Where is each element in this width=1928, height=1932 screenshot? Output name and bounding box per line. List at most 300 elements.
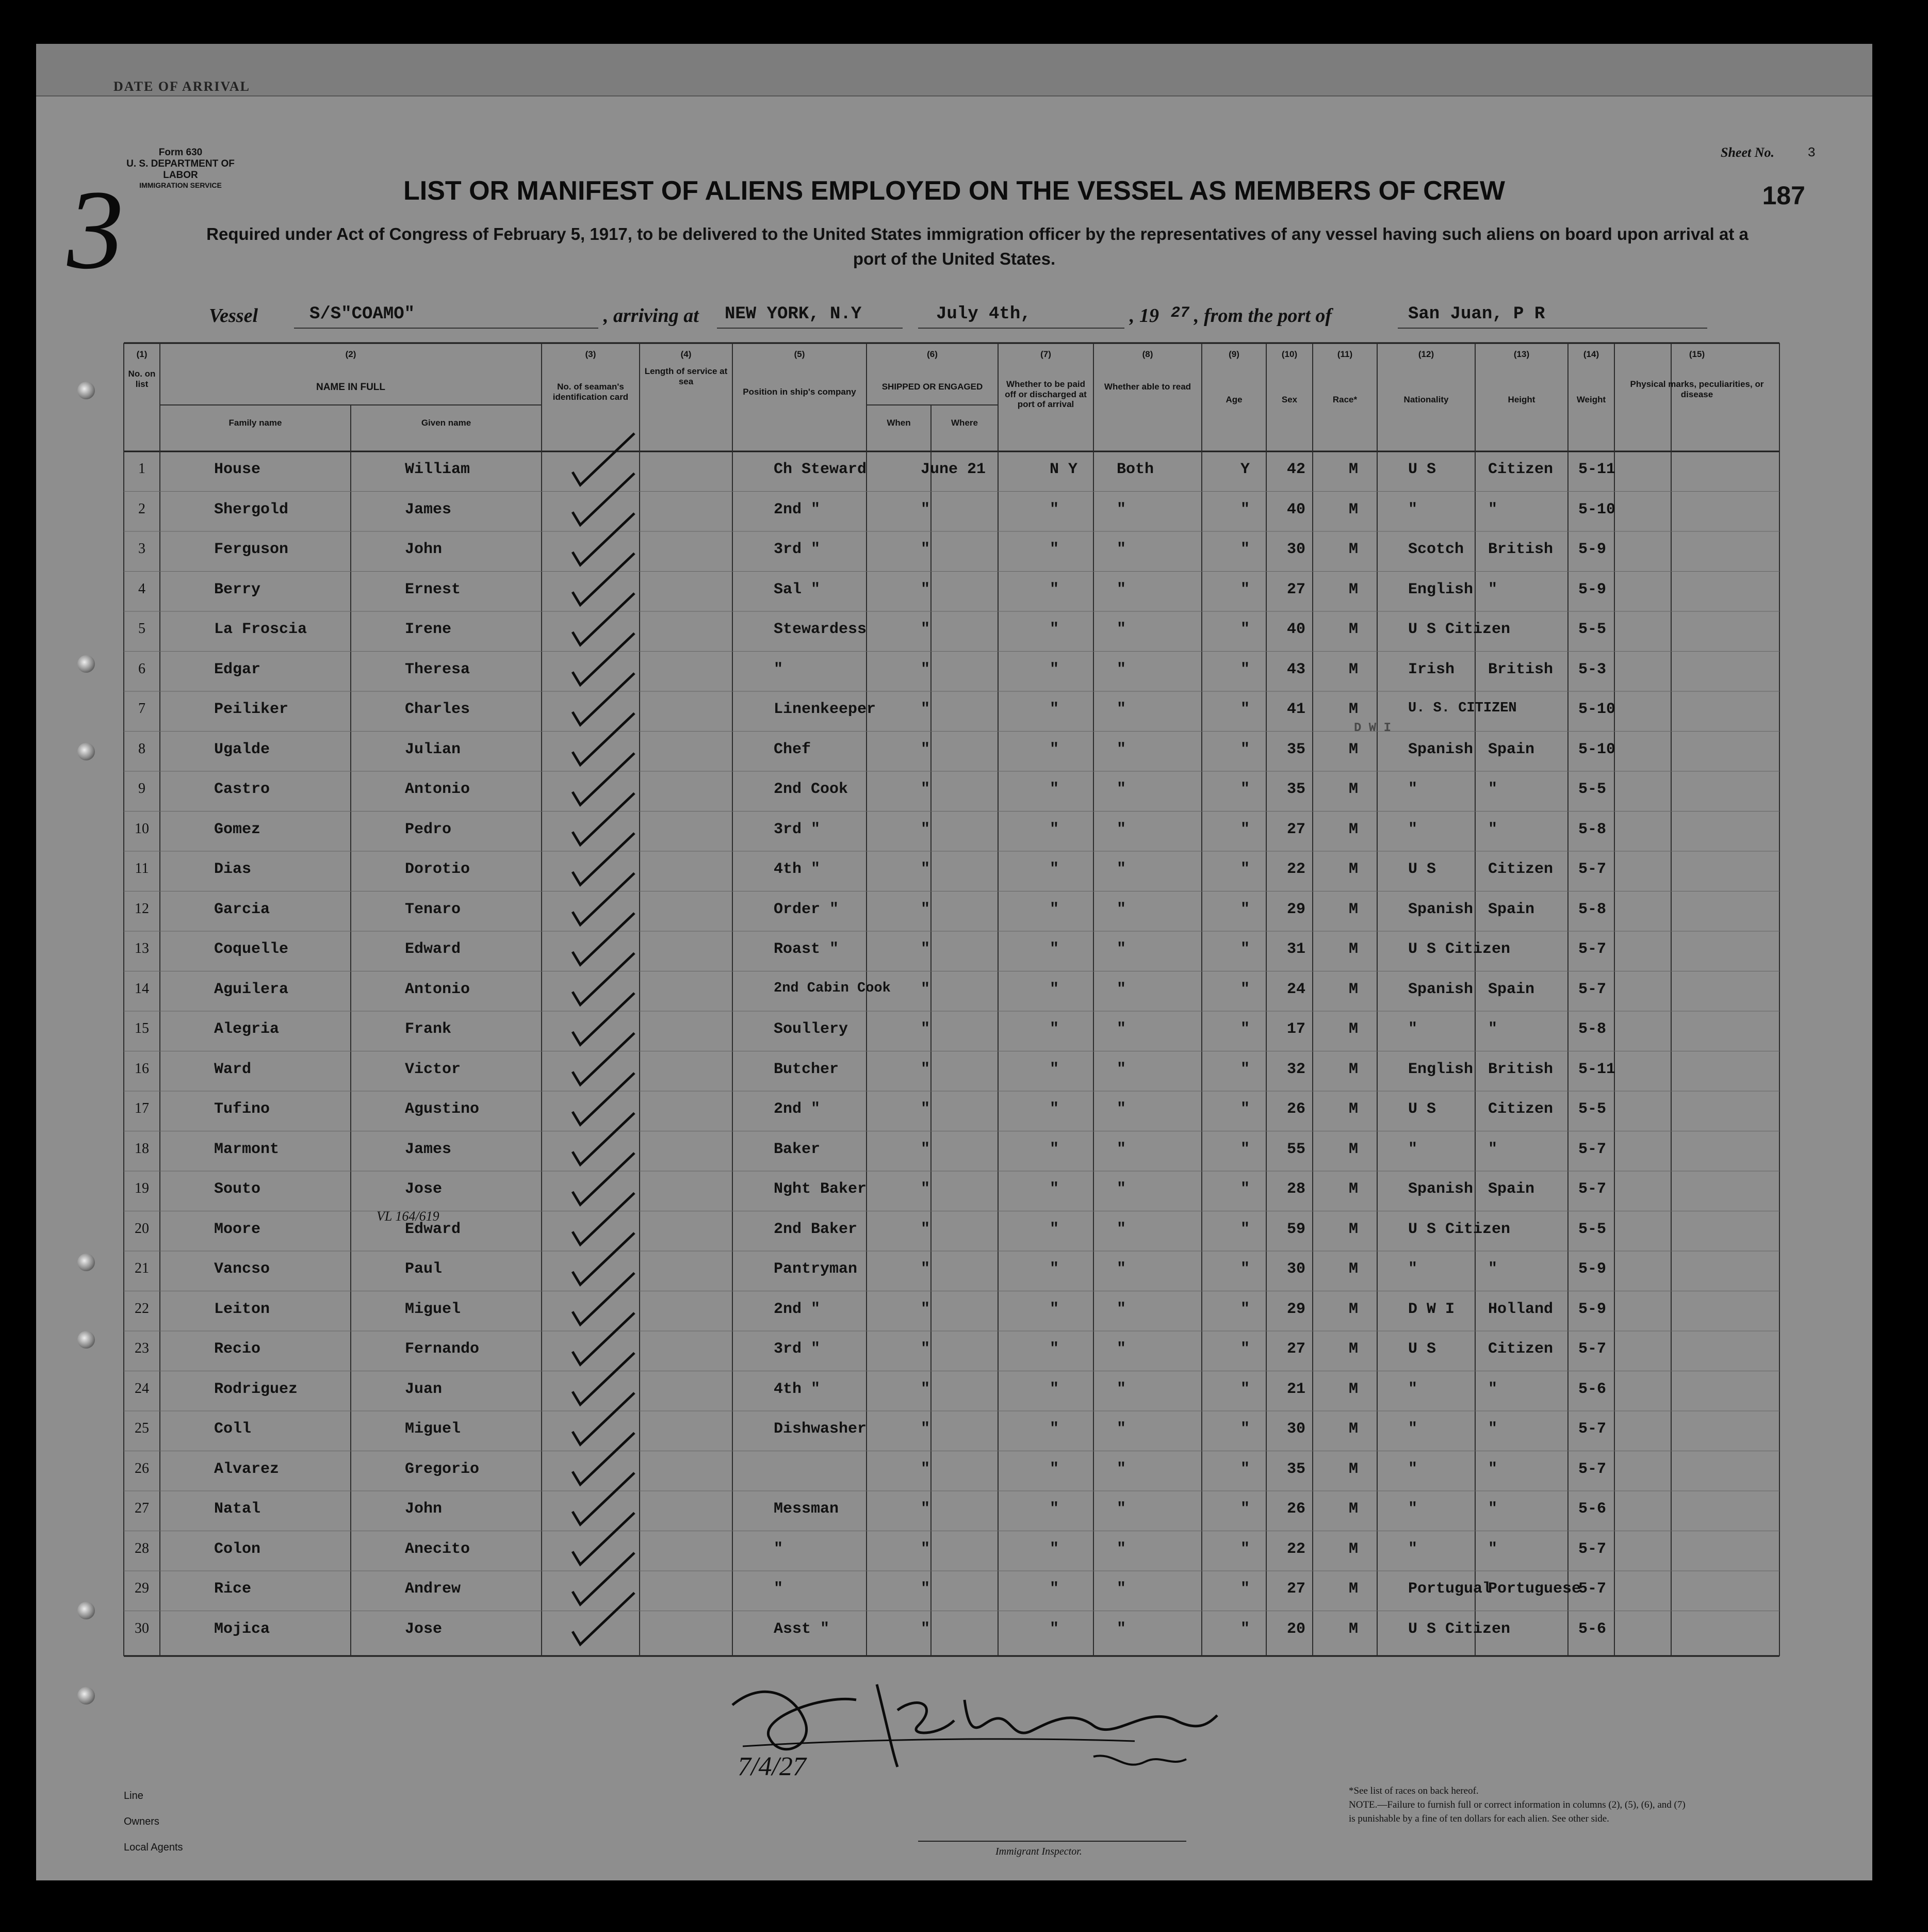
paid-off: " [1117, 660, 1126, 678]
row-number: 14 [135, 980, 149, 997]
shipped-when: " [921, 1260, 930, 1278]
able-to-read: " [1240, 1340, 1250, 1358]
able-to-read: " [1240, 1460, 1250, 1478]
sex: M [1349, 660, 1359, 678]
shipped-when: " [921, 1500, 930, 1518]
able-to-read: " [1240, 1140, 1250, 1158]
check-mark-icon [573, 1593, 634, 1645]
header-position: Position in ship's company [743, 387, 856, 397]
shipped-when: " [921, 980, 930, 998]
paid-off: Both [1117, 461, 1154, 478]
position: 4th " [774, 1380, 821, 1398]
shipped-when: " [921, 1580, 930, 1598]
able-to-read: " [1240, 1580, 1250, 1598]
nationality: Citizen [1488, 461, 1554, 478]
shipped-when: " [921, 940, 930, 958]
given-name: Victor [405, 1060, 461, 1078]
check-mark-icon [573, 433, 634, 485]
paid-off: " [1117, 1460, 1126, 1478]
height: 5-7 [1578, 980, 1607, 998]
check-mark-icon [573, 1553, 634, 1604]
footer-agents-label: Local Agents [124, 1842, 183, 1853]
sex: M [1349, 701, 1359, 718]
check-mark-icon [573, 1473, 634, 1524]
given-name: Charles [405, 701, 470, 718]
position: Dishwasher [774, 1420, 867, 1438]
age: 27 [1287, 820, 1306, 838]
given-name: John [405, 541, 443, 558]
paid-off: " [1117, 740, 1126, 758]
height: 5-9 [1578, 580, 1607, 598]
paid-off: " [1117, 1180, 1126, 1198]
age: 30 [1287, 1420, 1306, 1438]
position: " [774, 1580, 783, 1598]
row-number: 7 [138, 701, 145, 717]
given-name: Tenaro [405, 900, 461, 918]
nationality: " [1488, 1420, 1498, 1438]
nationality: " [1488, 781, 1498, 798]
shipped-where: " [1050, 1540, 1059, 1558]
age: 35 [1287, 781, 1306, 798]
arrival-port: NEW YORK, N.Y [725, 304, 862, 324]
row-number: 5 [138, 621, 145, 637]
page-number: 187 [1762, 181, 1805, 210]
able-to-read: " [1240, 1060, 1250, 1078]
race: " [1408, 1460, 1418, 1478]
age: 31 [1287, 940, 1306, 958]
page-title: LIST OR MANIFEST OF ALIENS EMPLOYED ON THE VESSEL AS MEMBERS OF CREW [403, 176, 1505, 206]
height: 5-5 [1578, 781, 1607, 798]
given-name: James [405, 1140, 452, 1158]
immigrant-inspector-label: Immigrant Inspector. [995, 1846, 1082, 1857]
age: 40 [1287, 500, 1306, 518]
shipped-where: " [1050, 1260, 1059, 1278]
page-subtitle-line-2: port of the United States. [853, 249, 1056, 268]
row-number: 26 [135, 1460, 149, 1476]
given-name: Miguel [405, 1420, 461, 1438]
race: English [1408, 1060, 1474, 1078]
paid-off: " [1117, 1300, 1126, 1318]
paid-off: " [1117, 1620, 1126, 1638]
shipped-where: " [1050, 820, 1059, 838]
family-name: Mojica [214, 1620, 270, 1638]
position: " [774, 1540, 783, 1558]
header-id-card: No. of seaman's identification card [552, 382, 629, 402]
check-mark-icon [573, 1433, 634, 1485]
shipped-where: " [1050, 701, 1059, 718]
check-mark-icon [573, 513, 634, 565]
able-to-read: " [1240, 1500, 1250, 1518]
able-to-read: " [1240, 1020, 1250, 1038]
paid-off: " [1117, 861, 1126, 878]
shipped-when: " [921, 701, 930, 718]
shipped-when: " [921, 1060, 930, 1078]
check-mark-icon [573, 793, 634, 845]
column-number: (8) [1142, 349, 1153, 359]
year-value: 27 [1171, 304, 1190, 322]
column-number: (6) [927, 349, 938, 359]
column-number: (5) [794, 349, 805, 359]
check-mark-icon [573, 1113, 634, 1165]
shipped-when: " [921, 1220, 930, 1238]
paid-off: " [1117, 1420, 1126, 1438]
race: Scotch [1408, 541, 1464, 558]
shipped-when: " [921, 1460, 930, 1478]
shipped-when: " [921, 500, 930, 518]
able-to-read: " [1240, 701, 1250, 718]
arriving-at-label: , arriving at [603, 305, 699, 327]
sex: M [1349, 500, 1359, 518]
race: " [1408, 500, 1418, 518]
age: 26 [1287, 1500, 1306, 1518]
family-name: Tufino [214, 1100, 270, 1118]
age: 40 [1287, 621, 1306, 638]
column-number: (2) [345, 349, 356, 359]
row-number: 17 [135, 1100, 149, 1116]
row-number: 28 [135, 1540, 149, 1556]
able-to-read: " [1240, 1380, 1250, 1398]
race: Irish [1408, 660, 1455, 678]
nationality: " [1488, 820, 1498, 838]
paid-off: " [1117, 1380, 1126, 1398]
paid-off: " [1117, 1220, 1126, 1238]
height: 5-11 [1578, 1060, 1616, 1078]
check-mark-icon [573, 913, 634, 965]
sex: M [1349, 621, 1359, 638]
height: 5-8 [1578, 900, 1607, 918]
age: 59 [1287, 1220, 1306, 1238]
given-name: John [405, 1500, 443, 1518]
race: U S Citizen [1408, 1620, 1511, 1638]
given-name: Paul [405, 1260, 443, 1278]
able-to-read: " [1240, 660, 1250, 678]
paid-off: " [1117, 980, 1126, 998]
sex: M [1349, 541, 1359, 558]
height: 5-3 [1578, 660, 1607, 678]
position: 3rd " [774, 1340, 821, 1358]
age: 29 [1287, 1300, 1306, 1318]
race: U S Citizen [1408, 621, 1511, 638]
column-number: (9) [1229, 349, 1239, 359]
binder-hole [77, 1687, 95, 1704]
shipped-where: " [1050, 621, 1059, 638]
shipped-when: " [921, 1020, 930, 1038]
race: U S [1408, 861, 1436, 878]
position: Messman [774, 1500, 839, 1518]
header-given-name: Given name [421, 418, 471, 428]
race: " [1408, 1540, 1418, 1558]
height: 5-7 [1578, 1140, 1607, 1158]
height: 5-9 [1578, 1300, 1607, 1318]
row-number: 13 [135, 940, 149, 956]
shipped-when: " [921, 1180, 930, 1198]
family-name: Edgar [214, 660, 261, 678]
row-number: 15 [135, 1020, 149, 1036]
sex: M [1349, 1260, 1359, 1278]
sex: M [1349, 580, 1359, 598]
given-name: Miguel [405, 1300, 461, 1318]
check-mark-icon [573, 953, 634, 1005]
sex: M [1349, 1540, 1359, 1558]
sex: M [1349, 1300, 1359, 1318]
footer-note-2: NOTE.—Failure to furnish full or correct information in columns (2), (5), (6), and (7) [1349, 1799, 1686, 1810]
paid-off: " [1117, 940, 1126, 958]
family-name: Berry [214, 580, 261, 598]
nationality: " [1488, 1460, 1498, 1478]
check-mark-icon [573, 713, 634, 765]
able-to-read: " [1240, 1220, 1250, 1238]
paid-off: " [1117, 701, 1126, 718]
paid-off: " [1117, 1260, 1126, 1278]
family-name: Rodriguez [214, 1380, 298, 1398]
given-name: Antonio [405, 781, 470, 798]
nationality: British [1488, 660, 1554, 678]
shipped-where: N Y [1050, 461, 1078, 478]
column-number: (12) [1418, 349, 1434, 359]
row-number: 25 [135, 1420, 149, 1436]
position: " [774, 660, 783, 678]
header-age: Age [1226, 395, 1243, 404]
able-to-read: " [1240, 940, 1250, 958]
row-number: 11 [135, 861, 149, 876]
row-number: 20 [135, 1220, 149, 1237]
shipped-when: " [921, 781, 930, 798]
height: 5-6 [1578, 1500, 1607, 1518]
age: 30 [1287, 1260, 1306, 1278]
nationality: " [1488, 1380, 1498, 1398]
race: D W I [1408, 1300, 1455, 1318]
age: 27 [1287, 1340, 1306, 1358]
position: Soullery [774, 1020, 848, 1038]
position: 2nd Cook [774, 781, 848, 798]
column-number: (7) [1040, 349, 1051, 359]
paid-off: " [1117, 1580, 1126, 1598]
header-length-of-service: Length of service at sea [644, 366, 728, 386]
age: 28 [1287, 1180, 1306, 1198]
sex: M [1349, 781, 1359, 798]
row-number: 3 [138, 541, 145, 557]
nationality: Spain [1488, 980, 1535, 998]
able-to-read: " [1240, 740, 1250, 758]
able-to-read: " [1240, 781, 1250, 798]
shipped-where: " [1050, 1340, 1059, 1358]
race: U. S. CITIZEN [1408, 701, 1517, 716]
race: " [1408, 1260, 1418, 1278]
row-number: 9 [138, 781, 145, 797]
shipped-when: " [921, 621, 930, 638]
able-to-read: Y [1240, 461, 1250, 478]
position: 2nd Cabin Cook [774, 980, 891, 996]
shipped-when: " [921, 1380, 930, 1398]
column-number: (3) [585, 349, 596, 359]
sex: M [1349, 1580, 1359, 1598]
family-name: Peiliker [214, 701, 289, 718]
given-name: Theresa [405, 660, 470, 678]
given-name: Andrew [405, 1580, 461, 1598]
check-mark-icon [573, 1073, 634, 1125]
given-name: Fernando [405, 1340, 480, 1358]
race: " [1408, 1020, 1418, 1038]
position: 2nd " [774, 1300, 821, 1318]
position: Butcher [774, 1060, 839, 1078]
vessel-label: Vessel [209, 305, 258, 327]
shipped-where: " [1050, 1420, 1059, 1438]
form-number: Form 630 [158, 147, 203, 158]
check-mark-icon [573, 1153, 634, 1205]
height: 5-5 [1578, 1220, 1607, 1238]
column-number: (4) [680, 349, 692, 359]
shipped-where: " [1050, 861, 1059, 878]
age: 32 [1287, 1060, 1306, 1078]
age: 43 [1287, 660, 1306, 678]
paid-off: " [1117, 820, 1126, 838]
shipped-where: " [1050, 1620, 1059, 1638]
shipped-when: " [921, 1620, 930, 1638]
nationality: Spain [1488, 740, 1535, 758]
inspector-rule [918, 1841, 1186, 1842]
family-name: Ferguson [214, 541, 289, 558]
date-of-arrival-label: DATE OF ARRIVAL [113, 79, 251, 94]
row-number: 2 [138, 500, 145, 517]
family-name: Vancso [214, 1260, 270, 1278]
check-mark-icon [573, 1273, 634, 1325]
able-to-read: " [1240, 820, 1250, 838]
race: " [1408, 820, 1418, 838]
able-to-read: " [1240, 1180, 1250, 1198]
given-name: Juan [405, 1380, 443, 1398]
sex: M [1349, 1140, 1359, 1158]
row-number: 18 [135, 1140, 149, 1157]
check-mark-icon [573, 993, 634, 1045]
nationality: " [1488, 580, 1498, 598]
sex: M [1349, 1460, 1359, 1478]
shipped-when: " [921, 1300, 930, 1318]
year-label: , 19 [1130, 305, 1159, 327]
row-number: 29 [135, 1580, 149, 1596]
shipped-when: " [921, 1420, 930, 1438]
position: 2nd " [774, 1100, 821, 1118]
nationality: " [1488, 1540, 1498, 1558]
row-number: 16 [135, 1060, 149, 1077]
binder-hole [77, 1602, 95, 1619]
service-name: IMMIGRATION SERVICE [139, 181, 222, 189]
header-paid-off: Whether to be paid off or discharged at port of arrival [1005, 379, 1087, 410]
shipped-where: " [1050, 1300, 1059, 1318]
paid-off: " [1117, 500, 1126, 518]
position: Nght Baker [774, 1180, 867, 1198]
given-name: Edward [405, 1220, 461, 1238]
check-mark-icon [573, 873, 634, 925]
height: 5-5 [1578, 1100, 1607, 1118]
height: 5-6 [1578, 1380, 1607, 1398]
shipped-where: " [1050, 1220, 1059, 1238]
family-name: House [214, 461, 261, 478]
race: U S [1408, 461, 1436, 478]
family-name: Garcia [214, 900, 270, 918]
age: 26 [1287, 1100, 1306, 1118]
race: " [1408, 1420, 1418, 1438]
check-mark-icon [573, 1393, 634, 1444]
shipped-where: " [1050, 900, 1059, 918]
height: 5-10 [1578, 500, 1616, 518]
shipped-where: " [1050, 1580, 1059, 1598]
shipped-when: " [921, 1100, 930, 1118]
header-weight: Weight [1576, 395, 1606, 404]
footer-note-1: *See list of races on back hereof. [1349, 1785, 1479, 1796]
shipped-where: " [1050, 1180, 1059, 1198]
family-name: La Froscia [214, 621, 307, 638]
shipped-where: " [1050, 781, 1059, 798]
check-mark-icon [573, 833, 634, 885]
family-name: Rice [214, 1580, 252, 1598]
able-to-read: " [1240, 861, 1250, 878]
paid-off: " [1117, 580, 1126, 598]
height: 5-8 [1578, 820, 1607, 838]
family-name: Gomez [214, 820, 261, 838]
shipped-where: " [1050, 980, 1059, 998]
header-height: Height [1508, 395, 1535, 404]
header-family-name: Family name [228, 418, 282, 428]
nationality: Spain [1488, 900, 1535, 918]
arrival-date: July 4th, [936, 304, 1031, 324]
family-name: Ward [214, 1060, 252, 1078]
able-to-read: " [1240, 1540, 1250, 1558]
header-sex: Sex [1281, 395, 1298, 404]
check-mark-icon [573, 593, 634, 645]
position: 3rd " [774, 820, 821, 838]
check-mark-icon [573, 1313, 634, 1365]
paid-off: " [1117, 1540, 1126, 1558]
sex: M [1349, 461, 1359, 478]
given-name: William [405, 461, 470, 478]
check-mark-icon [573, 1353, 634, 1405]
height: 5-9 [1578, 541, 1607, 558]
shipped-when: " [921, 740, 930, 758]
sex: M [1349, 1420, 1359, 1438]
check-mark-icon [573, 673, 634, 725]
height: 5-7 [1578, 861, 1607, 878]
height: 5-10 [1578, 740, 1616, 758]
given-name: James [405, 500, 452, 518]
able-to-read: " [1240, 1260, 1250, 1278]
struck-race-text: D W I [1354, 721, 1392, 735]
height: 5-7 [1578, 1340, 1607, 1358]
position: Ch Steward [774, 461, 867, 478]
family-name: Coll [214, 1420, 252, 1438]
age: 22 [1287, 1540, 1306, 1558]
family-name: Moore [214, 1220, 261, 1238]
race: English [1408, 580, 1474, 598]
column-number: (1) [136, 349, 148, 359]
height: 5-7 [1578, 940, 1607, 958]
shipped-when: " [921, 541, 930, 558]
sex: M [1349, 861, 1359, 878]
header-physical-marks: Physical marks, peculiarities, or disease [1630, 379, 1764, 399]
race: U S Citizen [1408, 940, 1511, 958]
nationality: British [1488, 541, 1554, 558]
nationality: " [1488, 1260, 1498, 1278]
check-mark-icon [573, 634, 634, 685]
sex: M [1349, 1380, 1359, 1398]
position: 4th " [774, 861, 821, 878]
given-name: Gregorio [405, 1460, 480, 1478]
paid-off: " [1117, 541, 1126, 558]
header-name-in-full: NAME IN FULL [316, 382, 386, 393]
nationality: Citizen [1488, 1100, 1554, 1118]
shipped-where: " [1050, 1140, 1059, 1158]
paid-off: " [1117, 1140, 1126, 1158]
given-name: Dorotio [405, 861, 470, 878]
